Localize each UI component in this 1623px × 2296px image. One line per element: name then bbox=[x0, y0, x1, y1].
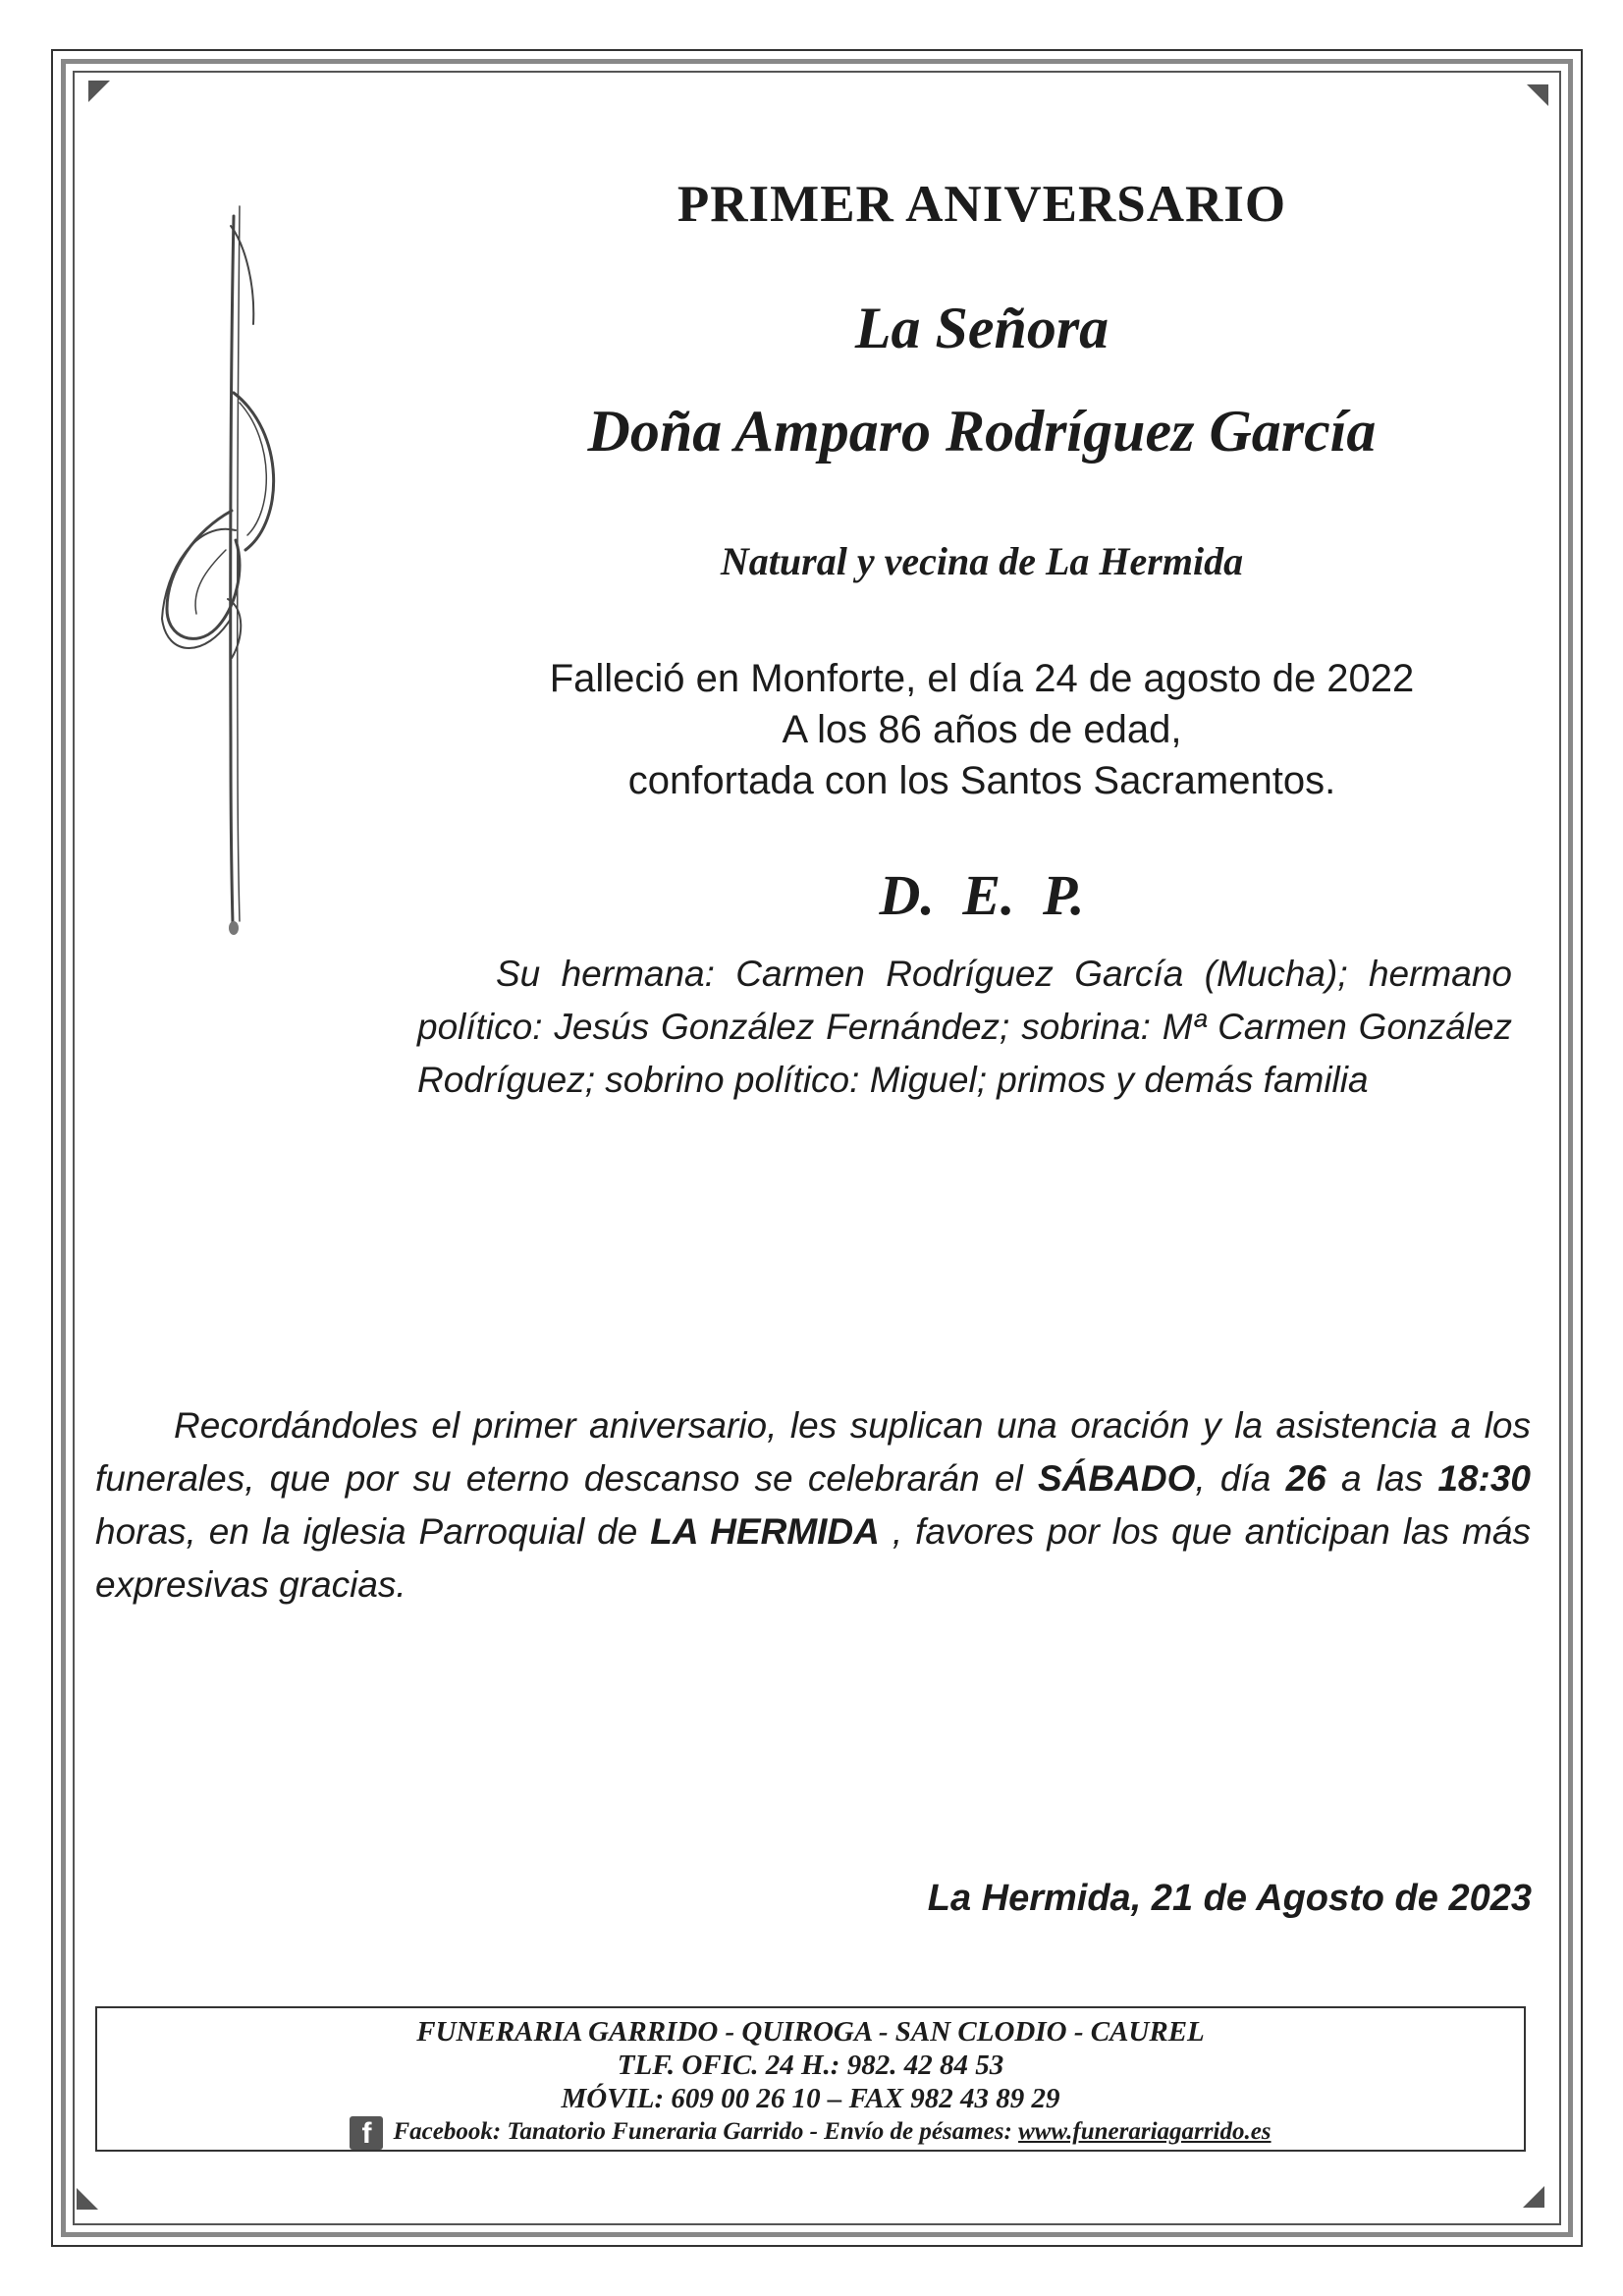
corner-ornament-top-left bbox=[88, 81, 110, 102]
footer-condolences-label: Envío de pésames: bbox=[824, 2118, 1019, 2145]
salutation: La Señora bbox=[854, 296, 1109, 360]
corner-ornament-bottom-left bbox=[77, 2188, 98, 2210]
footer-company: FUNERARIA GARRIDO - QUIROGA - SAN CLODIO - CAUREL bbox=[416, 2016, 1205, 2048]
deceased-name: Doña Amparo Rodríguez García bbox=[587, 399, 1377, 464]
lily-flower-illustration bbox=[137, 196, 295, 943]
footer-facebook[interactable]: Facebook: Tanatorio Funeraria Garrido bbox=[393, 2118, 804, 2145]
ceremony-text: , favores por los que anticipan las más expresivas gracias. bbox=[95, 1511, 1531, 1605]
document-heading: PRIMER ANIVERSARIO bbox=[676, 176, 1287, 233]
death-details bbox=[373, 653, 1591, 806]
ceremony-text: a las bbox=[1325, 1458, 1438, 1499]
footer-social-line bbox=[97, 2116, 1524, 2150]
footer-separator: - bbox=[803, 2118, 825, 2145]
ceremony-time: 18:30 bbox=[1437, 1458, 1531, 1499]
facebook-icon[interactable]: f bbox=[350, 2116, 383, 2150]
footer-phone: TLF. OFIC. 24 H.: 982. 42 84 53 bbox=[617, 2050, 1004, 2081]
ceremony-text: Recordándoles el primer aniversario, les suplican una oración y la asistencia a los funerales, que por su eterno descanso se celebrarán el bbox=[95, 1405, 1531, 1499]
ceremony-text: horas, en la iglesia Parroquial de bbox=[95, 1511, 651, 1552]
corner-ornament-top-right bbox=[1527, 84, 1548, 106]
ceremony-text: , día bbox=[1195, 1458, 1286, 1499]
origin-line: Natural y vecina de La Hermida bbox=[720, 539, 1244, 583]
ceremony-day-name: SÁBADO bbox=[1038, 1458, 1196, 1499]
footer-mobile-fax: MÓVIL: 609 00 26 10 – FAX 982 43 89 29 bbox=[561, 2083, 1060, 2114]
death-line: Falleció en Monforte, el día 24 de agosto de 2022 bbox=[549, 657, 1415, 700]
rip-text: D. E. P. bbox=[879, 863, 1085, 927]
ceremony-place: LA HERMIDA bbox=[650, 1511, 880, 1552]
family-paragraph: Su hermana: Carmen Rodríguez García (Mucha); hermano político: Jesús González Fernández; sobrina: Mª Carmen González Rodríguez; sobrino político: Miguel; primos y demás familia bbox=[417, 954, 1512, 1100]
place-and-date: La Hermida, 21 de Agosto de 2023 bbox=[927, 1878, 1532, 1919]
footer-website-link[interactable]: www.funerariagarrido.es bbox=[1018, 2118, 1271, 2145]
corner-ornament-bottom-right bbox=[1523, 2186, 1544, 2208]
death-line: A los 86 años de edad, bbox=[782, 708, 1182, 751]
funeral-home-footer bbox=[95, 2006, 1526, 2152]
death-line: confortada con los Santos Sacramentos. bbox=[627, 759, 1336, 802]
ceremony-day-number: 26 bbox=[1285, 1458, 1326, 1499]
ceremony-paragraph bbox=[95, 1399, 1531, 1612]
